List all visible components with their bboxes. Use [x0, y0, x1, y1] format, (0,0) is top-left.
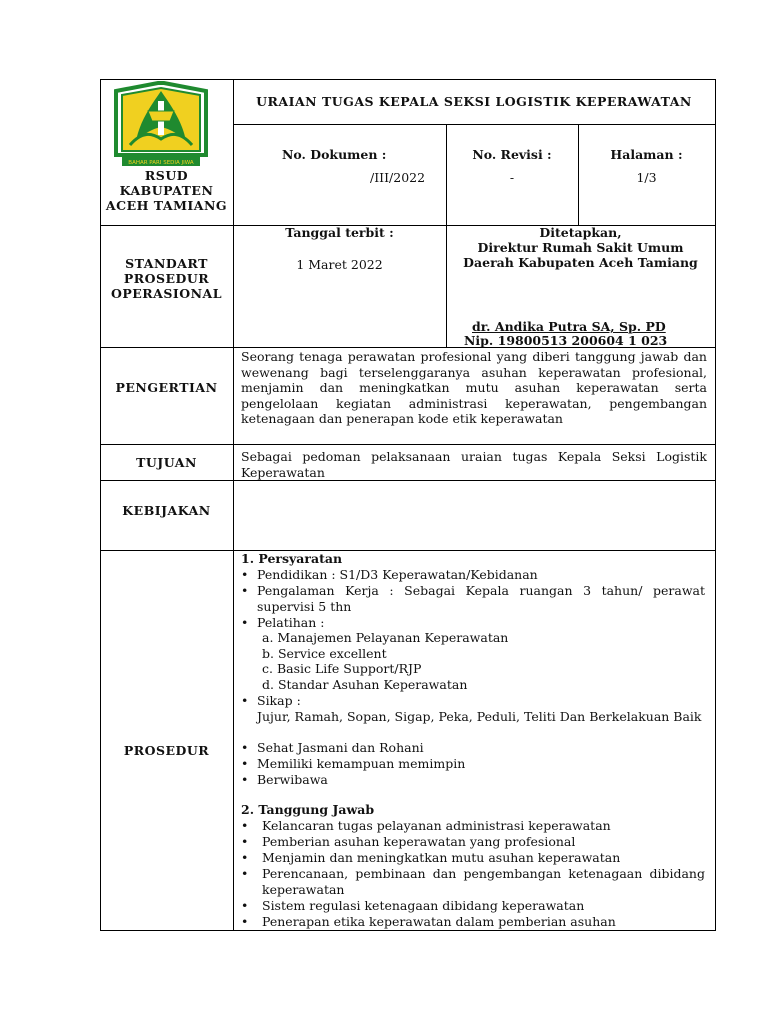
bullet: •: [241, 772, 249, 787]
sikap-text: Jujur, Ramah, Sopan, Sigap, Peka, Peduli, Teliti Dan Berkelakuan Baik: [257, 709, 702, 724]
signer-nip: Nip. 19800513 200604 1 023: [464, 333, 668, 348]
institution-name: RSUD KABUPATEN ACEH TAMIANG: [105, 168, 228, 213]
bullet: •: [241, 583, 249, 598]
bullet: •: [241, 615, 249, 630]
bullet: •: [241, 914, 249, 929]
spo-label: STANDART PROSEDUR OPERASIONAL: [110, 256, 223, 301]
item-berwibawa: Berwibawa: [257, 772, 328, 787]
pengertian-label: PENGERTIAN: [115, 380, 218, 395]
halaman-label: Halaman :: [610, 147, 683, 162]
rsud-logo: [112, 81, 210, 169]
bullet: •: [241, 834, 249, 849]
bullet: •: [241, 740, 249, 755]
pelatihan-sub-c: c. Basic Life Support/RJP: [262, 661, 422, 676]
ditetapkan-block: Ditetapkan, Direktur Rumah Sakit Umum Daerah Kabupaten Aceh Tamiang: [463, 225, 698, 270]
bullet: •: [241, 693, 249, 708]
halaman-value: 1/3: [636, 170, 657, 185]
tj-item-4: Perencanaan, pembinaan dan pengembangan ketenagaan dibidang keperawatan: [262, 866, 705, 897]
bullet: •: [241, 567, 249, 582]
tj-item-6: Penerapan etika keperawatan dalam pemberian asuhan: [262, 914, 616, 929]
item-sehat: Sehat Jasmani dan Rohani: [257, 740, 424, 755]
bullet: •: [241, 850, 249, 865]
bullet: •: [241, 756, 249, 771]
tj-item-5: Sistem regulasi ketenagaan dibidang keperawatan: [262, 898, 585, 913]
tj-item-3: Menjamin dan meningkatkan mutu asuhan keperawatan: [262, 850, 621, 865]
pelatihan-sub-d: d. Standar Asuhan Keperawatan: [262, 677, 468, 692]
item-pelatihan: Pelatihan :: [257, 615, 325, 630]
no-revisi-label: No. Revisi :: [472, 147, 552, 162]
tj-item-1: Kelancaran tugas pelayanan administrasi keperawatan: [262, 818, 611, 833]
pelatihan-sub-b: b. Service excellent: [262, 646, 387, 661]
no-dokumen-value: /III/2022: [370, 170, 426, 185]
tanggal-terbit-label: Tanggal terbit :: [285, 225, 394, 240]
pelatihan-sub-a: a. Manajemen Pelayanan Keperawatan: [262, 630, 509, 645]
tujuan-label: TUJUAN: [136, 455, 197, 470]
item-memiliki: Memiliki kemampuan memimpin: [257, 756, 466, 771]
tanggal-terbit-value: 1 Maret 2022: [296, 257, 383, 272]
bullet: •: [241, 866, 249, 881]
bullet: •: [241, 898, 249, 913]
persyaratan-heading: 1. Persyaratan: [241, 551, 343, 566]
pengertian-text: Seorang tenaga perawatan profesional yang diberi tanggung jawab dan wewenang bagi terselenggaranya asuhan keperawatan profesional, menjamin dan meningkatkan mutu asuhan keperawatan serta pengelolaan kegiatan administrasi keperawatan, pengembangan ketenagaan dan penerapan kode etik keperawatan: [241, 349, 707, 427]
item-sikap: Sikap :: [257, 693, 301, 708]
sop-document: [100, 79, 715, 930]
item-pengalaman: Pengalaman Kerja : Sebagai Kepala ruangan 3 tahun/ perawat supervisi 5 thn: [257, 583, 705, 614]
prosedur-label: PROSEDUR: [123, 743, 210, 758]
item-pendidikan: Pendidikan : S1/D3 Keperawatan/Kebidanan: [257, 567, 538, 582]
tj-item-2: Pemberian asuhan keperawatan yang profesional: [262, 834, 576, 849]
kebijakan-label: KEBIJAKAN: [122, 503, 211, 518]
tujuan-text: Sebagai pedoman pelaksanaan uraian tugas Kepala Seksi Logistik Keperawatan: [241, 449, 707, 480]
no-revisi-value: -: [509, 170, 515, 185]
tanggung-jawab-heading: 2. Tanggung Jawab: [241, 802, 375, 817]
svg-text:BAHAR PARI SEDIA JIWA: BAHAR PARI SEDIA JIWA: [128, 160, 194, 166]
bullet: •: [241, 818, 249, 833]
document-title: URAIAN TUGAS KEPALA SEKSI LOGISTIK KEPERAWATAN: [256, 94, 692, 109]
signer-name: dr. Andika Putra SA, Sp. PD: [472, 319, 666, 334]
no-dokumen-label: No. Dokumen :: [282, 147, 387, 162]
